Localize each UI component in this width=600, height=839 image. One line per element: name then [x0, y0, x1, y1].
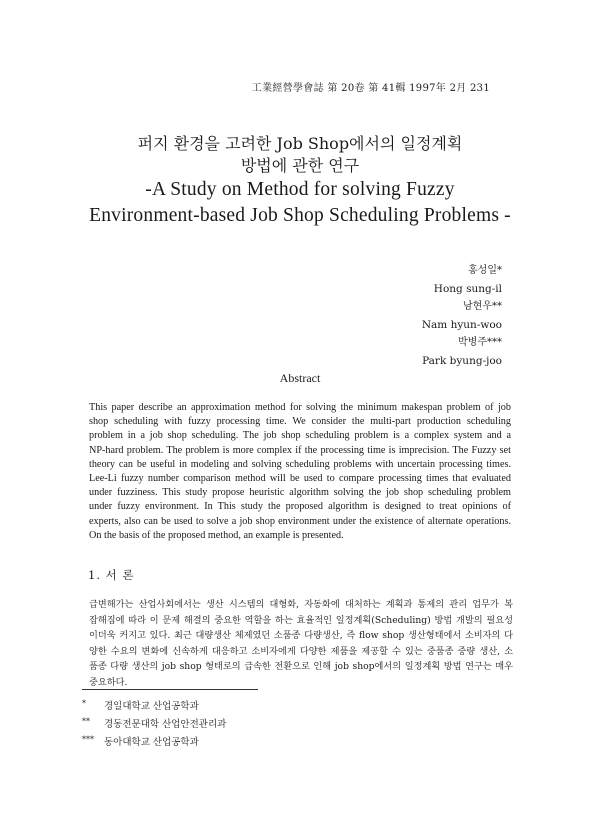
body-line: 양한 수요의 변화에 신속하게 대응하고 소비자에게 다양한 제품을 제공할 수 있는 중품종 중량 생산, 소 [89, 645, 513, 657]
journal-header: 工業經營學會誌 第 20卷 第 41輯 1997年 2月 231 [251, 83, 490, 94]
korean-title-line-1: 퍼지 환경을 고려한 Job Shop에서의 일정계획 [137, 134, 463, 153]
author-1-korean: 홍성일* [468, 265, 502, 276]
footnote-text: 경동전문대학 산업안전관리과 [104, 719, 227, 730]
body-line: 품종 다량 생산의 job shop 형태로의 급속한 전환으로 인해 job shop에서의 일정계획 방법 연구는 매우 [89, 661, 513, 672]
abstract-line: experts, also can be used to solve a job shop environment under the existence of alternate operations. [89, 515, 511, 527]
korean-title-line-2: 방법에 관한 연구 [240, 156, 360, 175]
body-line: 급변해가는 산업사회에서는 생산 시스템의 대형화, 자동화에 대처하는 계획과 통제의 관리 업무가 복 [89, 599, 513, 610]
footnote-text: 경일대학교 산업공학과 [104, 701, 199, 712]
english-title-line-1: -A Study on Method for solving Fuzzy [145, 179, 455, 200]
english-title [0, 177, 600, 229]
footnote-mark: ** [82, 717, 90, 726]
english-title-line-2: Environment-based Job Shop Scheduling Problems - [89, 205, 511, 226]
abstract-line: under fuzzy environment. In This study the proposed algorithm is designed to treat opinions of [89, 501, 511, 513]
footnote-divider [82, 689, 258, 690]
abstract-heading: Abstract [279, 371, 321, 385]
author-2-korean: 남현우** [463, 301, 502, 312]
body-line: 이더욱 커지고 있다. 최근 대량생산 체제였던 소품종 다량생산, 즉 flow shop 생산형태에서 소비자의 다 [89, 630, 513, 641]
abstract-body [89, 401, 511, 543]
abstract-line: This paper describe an approximation method for solving the minimum makespan problem of job [89, 402, 511, 413]
korean-title [0, 133, 600, 177]
footnote-mark: *** [82, 735, 94, 744]
body-line: 중요하다. [89, 676, 128, 688]
body-line: 잡해짐에 따라 이 문제 해결의 중요한 역할을 하는 효율적인 일정계획(Scheduling) 방법 개발의 필요성 [89, 614, 513, 626]
section-heading: 1. 서 론 [88, 568, 135, 582]
abstract-line: shop scheduling with fuzzy processing time. We consider the multi-part production scheduling [89, 416, 511, 428]
footnote-list [82, 698, 226, 752]
footnote-item [82, 734, 226, 752]
abstract-line: Lee-Li fuzzy number comparison method will be used to compare processing times that evaluated [89, 473, 511, 485]
author-list [422, 262, 502, 370]
abstract-line: under fuzziness. This study propose heuristic algorithm solving the job shop scheduling problem [89, 487, 511, 499]
abstract-line: theory can be useful in modeling and solving scheduling problems with uncertain processing times. [89, 458, 511, 470]
author-1-roman: Hong sung-il [433, 283, 502, 295]
abstract-line: On the basis of the proposed method, an example is presented. [89, 529, 344, 541]
footnote-mark: * [82, 699, 86, 708]
footnote-item [82, 716, 226, 734]
author-2-roman: Nam hyun-woo [421, 319, 502, 331]
abstract-line: problem in a job shop scheduling. The job shop scheduling problem is a complex system and a [89, 430, 511, 442]
author-3-korean: 박병주*** [458, 337, 502, 348]
abstract-line: NP-hard problem. The problem is more complex if the processing time is imprecision. The Fuzzy set [89, 444, 511, 456]
section-body [89, 597, 513, 690]
footnote-item [82, 698, 226, 716]
author-3-roman: Park byung-joo [422, 355, 502, 367]
footnote-text: 동아대학교 산업공학과 [104, 737, 199, 748]
